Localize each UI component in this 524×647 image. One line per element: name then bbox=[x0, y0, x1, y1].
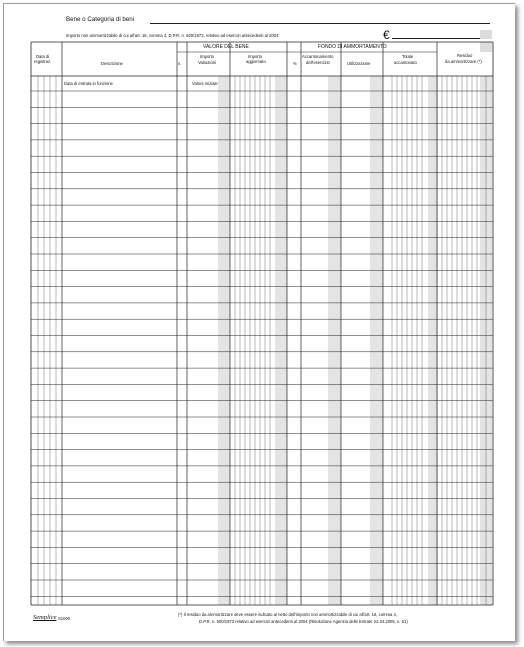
shade-col bbox=[328, 76, 341, 605]
col-descrizione-label: Descrizione bbox=[101, 61, 123, 66]
col-importo-var-label-1: Importo bbox=[200, 54, 215, 59]
col-percent-label: % bbox=[293, 61, 297, 66]
shade-col bbox=[218, 76, 230, 605]
importo-label: Importo non ammortizzabile di cui all'art. 16, comma 4, D.P.R. n. 600/1973, relativo ad esercizi antecedenti al 2004: bbox=[66, 33, 280, 38]
col-data-label-1: Data di bbox=[36, 54, 50, 59]
col-utilizzazione-label: Utilizzazione bbox=[347, 61, 371, 66]
col-importo-agg-label-1: Importo bbox=[248, 54, 263, 59]
bene-label: Bene o Categoria di beni bbox=[66, 16, 135, 23]
col-accant-label-2: dell'esercizio bbox=[306, 60, 330, 65]
form-code: S1000 bbox=[58, 616, 71, 621]
shade-col bbox=[428, 76, 438, 605]
shade-col bbox=[275, 76, 287, 605]
first-row-initial-value: Valore iniziale bbox=[192, 81, 218, 86]
col-totale-label-1: Totale bbox=[402, 54, 414, 59]
col-accant-label-1: Accantonamento bbox=[302, 54, 334, 59]
col-qty-label: n. bbox=[178, 61, 182, 66]
col-totale-label-2: accantonato bbox=[394, 60, 417, 65]
group-header-valore: VALORE DEL BENE bbox=[203, 44, 249, 50]
shade-col-head bbox=[480, 42, 492, 52]
col-residuo-label-1: Residuo bbox=[457, 53, 473, 58]
group-header-fondo: FONDO DI AMMORTAMENTO bbox=[318, 44, 387, 50]
col-residuo-label-2: da ammortizzare (*) bbox=[445, 59, 482, 64]
col-importo-var-label-2: Variazioni bbox=[198, 60, 217, 65]
first-row-description: Data di entrata in funzione bbox=[64, 81, 113, 86]
shade-col bbox=[370, 76, 383, 605]
footnote-line-2: D.P.R. n. 600/1973 relativo ad esercizi antecedenti al 2004 (Risoluzione Agenzia delle Entrate 22.04.2005, n. 51) bbox=[199, 619, 408, 624]
footnote-line-1: (*) Il residuo da ammortizzare deve essere indicato al netto dell'importo non ammortizzabile di cui all'art. 16, comma 4, bbox=[178, 612, 397, 617]
brand-logo: Semplice bbox=[33, 614, 57, 621]
col-data-label-2: registraz. bbox=[34, 59, 52, 64]
col-importo-agg-label-2: aggiornato bbox=[246, 59, 266, 64]
euro-symbol: € bbox=[383, 28, 390, 42]
